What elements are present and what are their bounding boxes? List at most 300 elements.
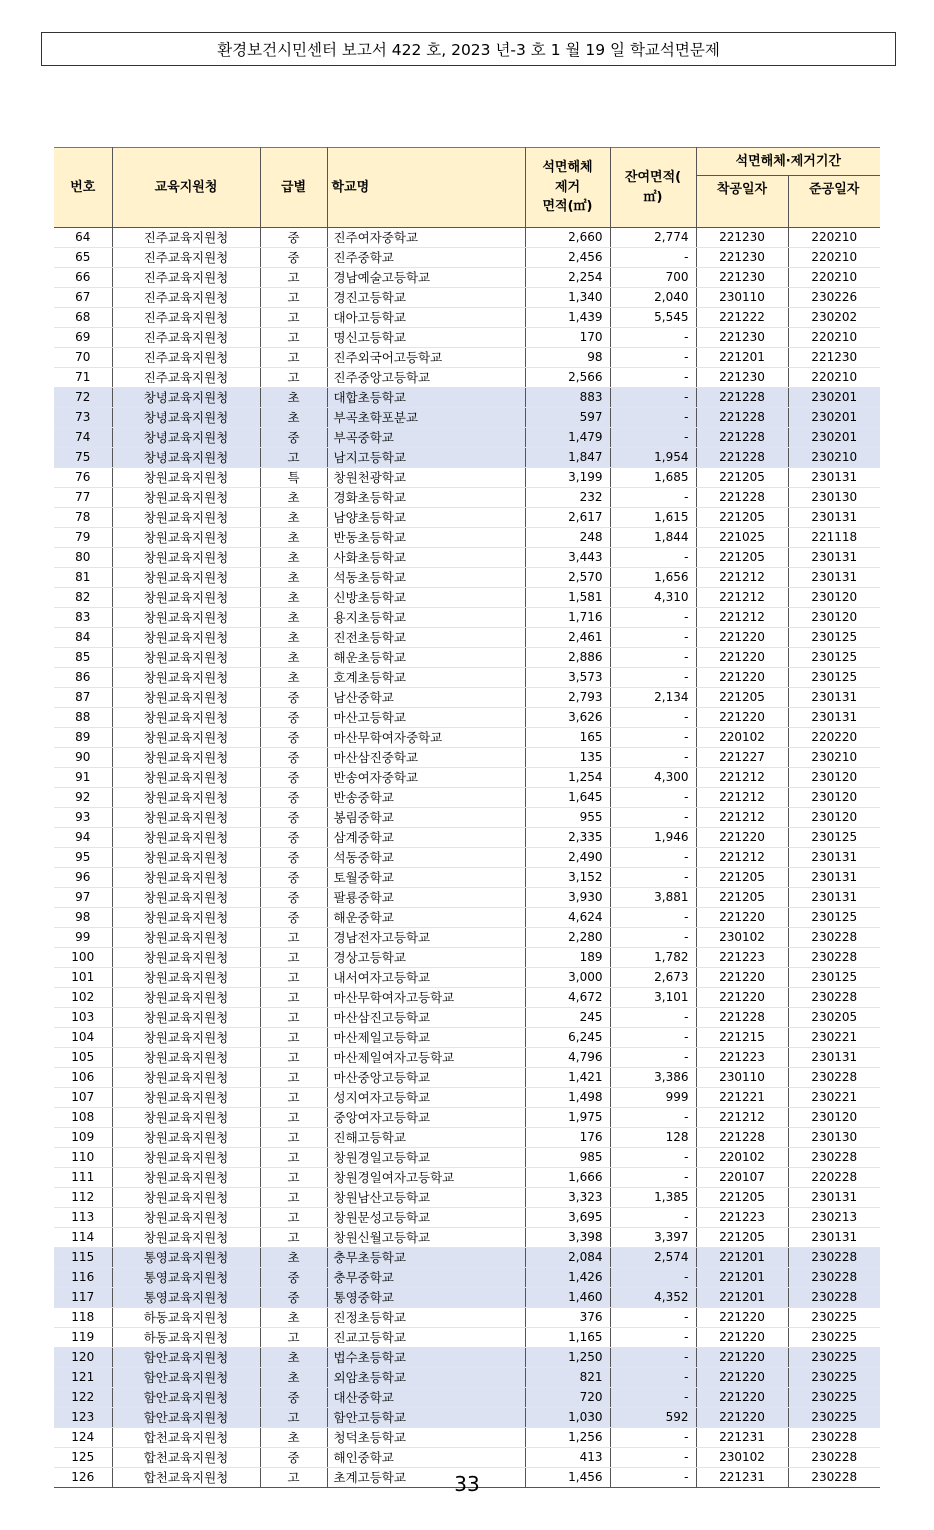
- cell-removed-area: 4,624: [525, 908, 610, 928]
- cell-removed-area: 1,340: [525, 288, 610, 308]
- cell-start-date: 221212: [696, 848, 788, 868]
- cell-end-date: 230213: [788, 1208, 880, 1228]
- cell-end-date: 230221: [788, 1088, 880, 1108]
- cell-end-date: 230210: [788, 448, 880, 468]
- cell-remaining-area: 592: [610, 1408, 696, 1428]
- cell-removed-area: 1,460: [525, 1288, 610, 1308]
- page-number: 33: [454, 1472, 480, 1496]
- cell-spacer: [515, 808, 525, 828]
- cell-no: 97: [54, 888, 112, 908]
- cell-school: 진정초등학교: [327, 1308, 515, 1328]
- cell-start-date: 221215: [696, 1028, 788, 1048]
- cell-school: 석동중학교: [327, 848, 515, 868]
- table-row: [54, 688, 880, 708]
- cell-end-date: 230131: [788, 508, 880, 528]
- cell-remaining-area: 4,300: [610, 768, 696, 788]
- cell-remaining-area: 2,673: [610, 968, 696, 988]
- table-row: [54, 1308, 880, 1328]
- cell-school: 반동초등학교: [327, 528, 515, 548]
- cell-office: 창원교육지원청: [112, 788, 260, 808]
- cell-level: 초: [260, 628, 327, 648]
- cell-end-date: 230225: [788, 1408, 880, 1428]
- cell-removed-area: 1,975: [525, 1108, 610, 1128]
- cell-start-date: 221230: [696, 328, 788, 348]
- table-row: [54, 408, 880, 428]
- cell-start-date: 221212: [696, 588, 788, 608]
- cell-end-date: 230225: [788, 1348, 880, 1368]
- cell-level: 중: [260, 828, 327, 848]
- cell-removed-area: 248: [525, 528, 610, 548]
- cell-no: 112: [54, 1188, 112, 1208]
- cell-no: 120: [54, 1348, 112, 1368]
- cell-end-date: 230210: [788, 748, 880, 768]
- cell-level: 중: [260, 228, 327, 248]
- cell-no: 77: [54, 488, 112, 508]
- cell-level: 중: [260, 748, 327, 768]
- cell-school: 남지고등학교: [327, 448, 515, 468]
- cell-level: 중: [260, 1448, 327, 1468]
- table-row: [54, 1288, 880, 1308]
- cell-level: 초: [260, 608, 327, 628]
- cell-spacer: [515, 868, 525, 888]
- cell-remaining-area: -: [610, 1168, 696, 1188]
- table-row: [54, 928, 880, 948]
- cell-spacer: [515, 1328, 525, 1348]
- cell-start-date: 221223: [696, 1048, 788, 1068]
- cell-removed-area: 883: [525, 388, 610, 408]
- cell-spacer: [515, 1228, 525, 1248]
- cell-remaining-area: -: [610, 1268, 696, 1288]
- cell-start-date: 230102: [696, 928, 788, 948]
- cell-removed-area: 3,398: [525, 1228, 610, 1248]
- cell-level: 초: [260, 1248, 327, 1268]
- cell-end-date: 230225: [788, 1328, 880, 1348]
- cell-removed-area: 1,439: [525, 308, 610, 328]
- cell-level: 고: [260, 368, 327, 388]
- cell-level: 초: [260, 588, 327, 608]
- cell-office: 창원교육지원청: [112, 728, 260, 748]
- cell-end-date: 221230: [788, 348, 880, 368]
- cell-removed-area: 985: [525, 1148, 610, 1168]
- cell-level: 고: [260, 948, 327, 968]
- cell-school: 충무중학교: [327, 1268, 515, 1288]
- cell-no: 80: [54, 548, 112, 568]
- cell-no: 88: [54, 708, 112, 728]
- cell-spacer: [515, 468, 525, 488]
- header-level: 급별: [260, 148, 327, 228]
- cell-no: 71: [54, 368, 112, 388]
- cell-start-date: 221230: [696, 268, 788, 288]
- table-row: [54, 448, 880, 468]
- cell-remaining-area: -: [610, 668, 696, 688]
- cell-end-date: 230120: [788, 808, 880, 828]
- cell-office: 합천교육지원청: [112, 1468, 260, 1488]
- cell-end-date: 230131: [788, 1228, 880, 1248]
- table-row: [54, 1428, 880, 1448]
- cell-no: 92: [54, 788, 112, 808]
- cell-start-date: 221230: [696, 368, 788, 388]
- cell-school: 마산제일여자고등학교: [327, 1048, 515, 1068]
- cell-remaining-area: -: [610, 1028, 696, 1048]
- cell-remaining-area: 4,352: [610, 1288, 696, 1308]
- cell-end-date: 230228: [788, 1248, 880, 1268]
- cell-removed-area: 1,254: [525, 768, 610, 788]
- cell-start-date: 221223: [696, 948, 788, 968]
- cell-remaining-area: 1,615: [610, 508, 696, 528]
- cell-school: 대합초등학교: [327, 388, 515, 408]
- cell-removed-area: 955: [525, 808, 610, 828]
- cell-end-date: 230131: [788, 888, 880, 908]
- table-row: [54, 588, 880, 608]
- cell-end-date: 230120: [788, 608, 880, 628]
- cell-office: 창원교육지원청: [112, 1228, 260, 1248]
- cell-removed-area: 720: [525, 1388, 610, 1408]
- cell-no: 84: [54, 628, 112, 648]
- table-row: [54, 888, 880, 908]
- cell-start-date: 221220: [696, 1308, 788, 1328]
- cell-school: 마산삼진중학교: [327, 748, 515, 768]
- cell-remaining-area: -: [610, 908, 696, 928]
- cell-office: 합천교육지원청: [112, 1448, 260, 1468]
- cell-school: 마산무학여자중학교: [327, 728, 515, 748]
- cell-office: 진주교육지원청: [112, 228, 260, 248]
- cell-removed-area: 1,498: [525, 1088, 610, 1108]
- cell-no: 123: [54, 1408, 112, 1428]
- cell-office: 창원교육지원청: [112, 468, 260, 488]
- cell-school: 진주중학교: [327, 248, 515, 268]
- cell-office: 통영교육지원청: [112, 1288, 260, 1308]
- cell-remaining-area: -: [610, 548, 696, 568]
- cell-spacer: [515, 1308, 525, 1328]
- cell-end-date: 220220: [788, 728, 880, 748]
- cell-level: 초: [260, 488, 327, 508]
- cell-remaining-area: -: [610, 1008, 696, 1028]
- cell-level: 고: [260, 1188, 327, 1208]
- cell-level: 고: [260, 308, 327, 328]
- cell-remaining-area: -: [610, 1148, 696, 1168]
- cell-no: 125: [54, 1448, 112, 1468]
- cell-level: 고: [260, 328, 327, 348]
- cell-remaining-area: 1,782: [610, 948, 696, 968]
- cell-removed-area: 170: [525, 328, 610, 348]
- cell-remaining-area: -: [610, 488, 696, 508]
- cell-office: 창원교육지원청: [112, 1208, 260, 1228]
- cell-remaining-area: 3,101: [610, 988, 696, 1008]
- cell-start-date: 221212: [696, 568, 788, 588]
- cell-remaining-area: -: [610, 1308, 696, 1328]
- cell-level: 중: [260, 908, 327, 928]
- cell-end-date: 230125: [788, 968, 880, 988]
- cell-start-date: 221228: [696, 428, 788, 448]
- cell-remaining-area: -: [610, 408, 696, 428]
- cell-removed-area: 1,426: [525, 1268, 610, 1288]
- cell-school: 명신고등학교: [327, 328, 515, 348]
- cell-no: 75: [54, 448, 112, 468]
- cell-end-date: 220210: [788, 268, 880, 288]
- cell-remaining-area: -: [610, 1468, 696, 1488]
- cell-office: 창원교육지원청: [112, 1088, 260, 1108]
- table-row: [54, 668, 880, 688]
- cell-removed-area: 1,645: [525, 788, 610, 808]
- cell-end-date: 230131: [788, 568, 880, 588]
- cell-spacer: [515, 888, 525, 908]
- table-row: [54, 548, 880, 568]
- cell-spacer: [515, 528, 525, 548]
- cell-level: 초: [260, 1428, 327, 1448]
- cell-level: 중: [260, 868, 327, 888]
- cell-spacer: [515, 1348, 525, 1368]
- table-row: [54, 1368, 880, 1388]
- cell-removed-area: 597: [525, 408, 610, 428]
- cell-spacer: [515, 1188, 525, 1208]
- cell-no: 86: [54, 668, 112, 688]
- cell-school: 진교고등학교: [327, 1328, 515, 1348]
- cell-spacer: [515, 608, 525, 628]
- cell-office: 창원교육지원청: [112, 1008, 260, 1028]
- cell-office: 창원교육지원청: [112, 848, 260, 868]
- cell-start-date: 221220: [696, 708, 788, 728]
- cell-remaining-area: -: [610, 1048, 696, 1068]
- header-removed-area-line-1: 석면해체: [542, 160, 593, 176]
- cell-no: 70: [54, 348, 112, 368]
- cell-remaining-area: -: [610, 788, 696, 808]
- cell-start-date: 221205: [696, 468, 788, 488]
- cell-office: 창원교육지원청: [112, 488, 260, 508]
- cell-spacer: [515, 748, 525, 768]
- cell-level: 고: [260, 288, 327, 308]
- cell-removed-area: 2,566: [525, 368, 610, 388]
- cell-school: 진전초등학교: [327, 628, 515, 648]
- cell-removed-area: 3,000: [525, 968, 610, 988]
- cell-removed-area: 2,461: [525, 628, 610, 648]
- cell-school: 사화초등학교: [327, 548, 515, 568]
- cell-remaining-area: 4,310: [610, 588, 696, 608]
- cell-removed-area: 98: [525, 348, 610, 368]
- table-row: [54, 508, 880, 528]
- cell-school: 삼계중학교: [327, 828, 515, 848]
- cell-start-date: 221220: [696, 648, 788, 668]
- cell-office: 창원교육지원청: [112, 1188, 260, 1208]
- table-row: [54, 368, 880, 388]
- cell-spacer: [515, 408, 525, 428]
- header-remaining-area-line-1: 잔여면적(: [624, 170, 682, 185]
- cell-end-date: 230120: [788, 768, 880, 788]
- cell-spacer: [515, 1428, 525, 1448]
- table-row: [54, 808, 880, 828]
- cell-end-date: 230131: [788, 1188, 880, 1208]
- cell-level: 초: [260, 508, 327, 528]
- cell-remaining-area: -: [610, 608, 696, 628]
- cell-school: 경상고등학교: [327, 948, 515, 968]
- cell-start-date: 221212: [696, 768, 788, 788]
- header-end-date: 준공일자: [788, 176, 880, 228]
- cell-school: 신방초등학교: [327, 588, 515, 608]
- cell-no: 81: [54, 568, 112, 588]
- table-row: [54, 1408, 880, 1428]
- cell-no: 116: [54, 1268, 112, 1288]
- cell-end-date: 230228: [788, 1468, 880, 1488]
- table-row: [54, 988, 880, 1008]
- table-row: [54, 1208, 880, 1228]
- cell-level: 고: [260, 448, 327, 468]
- cell-no: 111: [54, 1168, 112, 1188]
- table-row: [54, 848, 880, 868]
- cell-spacer: [515, 1168, 525, 1188]
- cell-no: 100: [54, 948, 112, 968]
- cell-end-date: 230125: [788, 628, 880, 648]
- cell-end-date: 230201: [788, 408, 880, 428]
- cell-office: 진주교육지원청: [112, 308, 260, 328]
- cell-start-date: 221201: [696, 1248, 788, 1268]
- cell-remaining-area: -: [610, 348, 696, 368]
- cell-office: 창녕교육지원청: [112, 428, 260, 448]
- cell-level: 고: [260, 1108, 327, 1128]
- cell-level: 초: [260, 1308, 327, 1328]
- cell-end-date: 230120: [788, 588, 880, 608]
- cell-removed-area: 2,660: [525, 228, 610, 248]
- cell-remaining-area: 1,946: [610, 828, 696, 848]
- cell-office: 창원교육지원청: [112, 608, 260, 628]
- cell-start-date: 221025: [696, 528, 788, 548]
- cell-remaining-area: 1,656: [610, 568, 696, 588]
- cell-level: 초: [260, 1348, 327, 1368]
- cell-level: 고: [260, 1028, 327, 1048]
- cell-start-date: 221220: [696, 1348, 788, 1368]
- cell-start-date: 221205: [696, 1228, 788, 1248]
- cell-office: 창녕교육지원청: [112, 448, 260, 468]
- cell-start-date: 221205: [696, 688, 788, 708]
- cell-remaining-area: -: [610, 748, 696, 768]
- table-row: [54, 748, 880, 768]
- cell-school: 창원신월고등학교: [327, 1228, 515, 1248]
- cell-office: 창원교육지원청: [112, 748, 260, 768]
- cell-end-date: 230228: [788, 1268, 880, 1288]
- cell-level: 초: [260, 388, 327, 408]
- cell-school: 호계초등학교: [327, 668, 515, 688]
- cell-end-date: 230226: [788, 288, 880, 308]
- cell-start-date: 230102: [696, 1448, 788, 1468]
- cell-spacer: [515, 1048, 525, 1068]
- table-row: [54, 1268, 880, 1288]
- cell-no: 93: [54, 808, 112, 828]
- cell-school: 법수초등학교: [327, 1348, 515, 1368]
- cell-no: 118: [54, 1308, 112, 1328]
- cell-school: 마산중앙고등학교: [327, 1068, 515, 1088]
- cell-school: 해운초등학교: [327, 648, 515, 668]
- cell-office: 함안교육지원청: [112, 1348, 260, 1368]
- cell-school: 마산고등학교: [327, 708, 515, 728]
- cell-removed-area: 245: [525, 1008, 610, 1028]
- cell-remaining-area: -: [610, 868, 696, 888]
- cell-start-date: 221205: [696, 868, 788, 888]
- cell-removed-area: 4,796: [525, 1048, 610, 1068]
- cell-office: 진주교육지원청: [112, 328, 260, 348]
- cell-level: 고: [260, 968, 327, 988]
- cell-spacer: [515, 648, 525, 668]
- cell-start-date: 221212: [696, 788, 788, 808]
- cell-removed-area: 1,666: [525, 1168, 610, 1188]
- cell-start-date: 221205: [696, 508, 788, 528]
- cell-end-date: 230120: [788, 788, 880, 808]
- cell-level: 특: [260, 468, 327, 488]
- cell-remaining-area: -: [610, 648, 696, 668]
- cell-spacer: [515, 1368, 525, 1388]
- cell-removed-area: 3,626: [525, 708, 610, 728]
- table-row: [54, 568, 880, 588]
- cell-remaining-area: 1,954: [610, 448, 696, 468]
- cell-spacer: [515, 548, 525, 568]
- table-row: [54, 968, 880, 988]
- cell-end-date: 230125: [788, 648, 880, 668]
- cell-removed-area: 2,280: [525, 928, 610, 948]
- cell-spacer: [515, 908, 525, 928]
- cell-school: 해인중학교: [327, 1448, 515, 1468]
- cell-no: 69: [54, 328, 112, 348]
- cell-level: 고: [260, 1008, 327, 1028]
- cell-spacer: [515, 948, 525, 968]
- cell-remaining-area: -: [610, 1448, 696, 1468]
- cell-spacer: [515, 388, 525, 408]
- cell-removed-area: 413: [525, 1448, 610, 1468]
- cell-spacer: [515, 628, 525, 648]
- cell-school: 마산삼진고등학교: [327, 1008, 515, 1028]
- cell-removed-area: 3,930: [525, 888, 610, 908]
- cell-start-date: 221212: [696, 1108, 788, 1128]
- cell-school: 경화초등학교: [327, 488, 515, 508]
- cell-start-date: 220102: [696, 1148, 788, 1168]
- cell-remaining-area: -: [610, 328, 696, 348]
- cell-end-date: 230125: [788, 668, 880, 688]
- cell-spacer: [515, 928, 525, 948]
- header-removed-area-line-2: 제거: [554, 179, 581, 195]
- cell-school: 경남예술고등학교: [327, 268, 515, 288]
- cell-start-date: 221220: [696, 968, 788, 988]
- cell-level: 초: [260, 528, 327, 548]
- table-row: [54, 1128, 880, 1148]
- cell-end-date: 230228: [788, 1288, 880, 1308]
- cell-office: 창원교육지원청: [112, 768, 260, 788]
- cell-office: 통영교육지원청: [112, 1248, 260, 1268]
- cell-removed-area: 1,421: [525, 1068, 610, 1088]
- cell-level: 초: [260, 1368, 327, 1388]
- cell-office: 창원교육지원청: [112, 1168, 260, 1188]
- cell-school: 부곡중학교: [327, 428, 515, 448]
- header-office: 교육지원청: [112, 148, 260, 228]
- cell-remaining-area: -: [610, 1388, 696, 1408]
- cell-school: 대아고등학교: [327, 308, 515, 328]
- cell-office: 창원교육지원청: [112, 1068, 260, 1088]
- cell-removed-area: 3,695: [525, 1208, 610, 1228]
- cell-no: 96: [54, 868, 112, 888]
- cell-school: 대산중학교: [327, 1388, 515, 1408]
- cell-removed-area: 3,323: [525, 1188, 610, 1208]
- cell-removed-area: 2,570: [525, 568, 610, 588]
- cell-office: 하동교육지원청: [112, 1308, 260, 1328]
- table-row: [54, 1088, 880, 1108]
- cell-office: 창원교육지원청: [112, 868, 260, 888]
- cell-spacer: [515, 788, 525, 808]
- cell-spacer: [515, 1208, 525, 1228]
- cell-spacer: [515, 328, 525, 348]
- cell-no: 98: [54, 908, 112, 928]
- cell-level: 고: [260, 1228, 327, 1248]
- table-row: [54, 1048, 880, 1068]
- cell-remaining-area: -: [610, 428, 696, 448]
- cell-remaining-area: 2,134: [610, 688, 696, 708]
- table-row: [54, 768, 880, 788]
- cell-office: 창원교육지원청: [112, 1148, 260, 1168]
- header-no: 번호: [54, 148, 112, 228]
